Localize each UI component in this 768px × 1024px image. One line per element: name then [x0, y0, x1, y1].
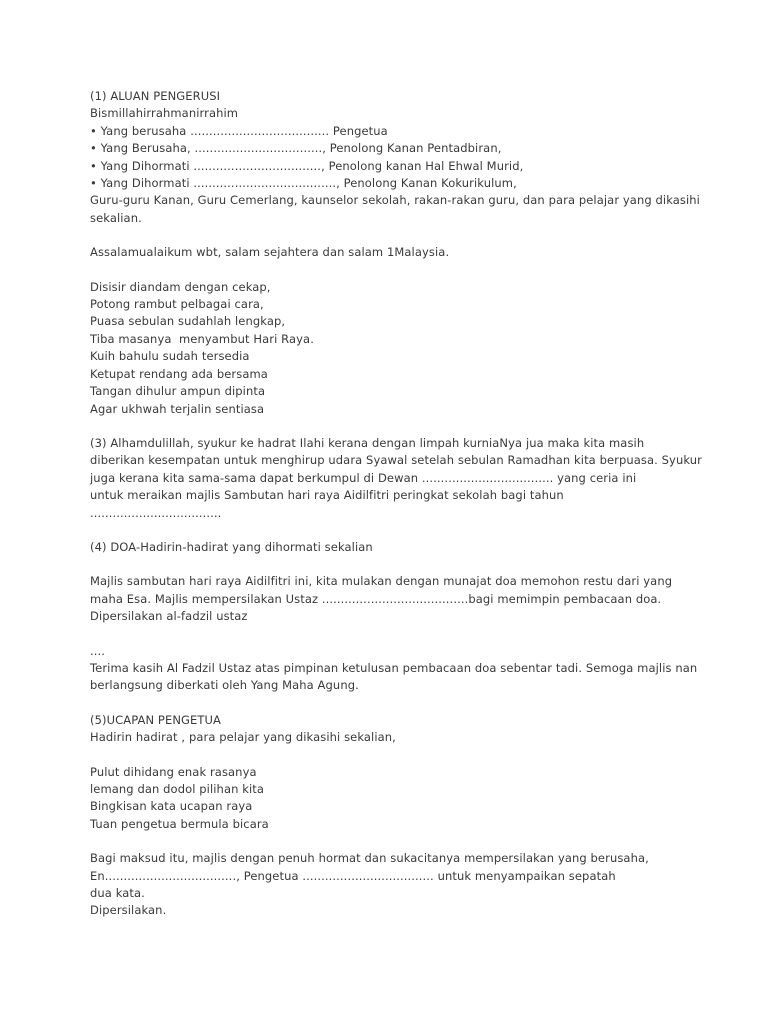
pantun-line: lemang dan dodol pilihan kita: [90, 782, 265, 796]
pantun-line: Disisir diandam dengan cekap,: [90, 279, 271, 294]
salutation-line: • Yang berusaha ..................................... Pengetua: [90, 123, 388, 138]
section-1-heading: (1) ALUAN PENGERUSI: [90, 89, 221, 103]
greeting-line: Assalamualaikum wbt, salam sejahtera dan salam 1Malaysia.: [90, 245, 450, 260]
section-4-line: Dipersilakan al-fadzil ustaz: [90, 609, 248, 624]
closing-line: Bagi maksud itu, majlis dengan penuh hormat dan sukacitanya mempersilakan yang berusaha,: [90, 851, 649, 866]
closing-line: En..................................., Pengetua ................................... untuk menyampaikan sepatah: [90, 868, 616, 883]
pantun-line: Pulut dihidang enak rasanya: [90, 764, 257, 779]
section-3-line: ...................................: [90, 505, 222, 520]
salutation-line: • Yang Berusaha, .................................., Penolong Kanan Pentadbiran,: [90, 141, 502, 156]
section-5-heading: (5)UCAPAN PENGETUA: [90, 712, 222, 727]
pantun-line: Tangan dihulur ampun dipinta: [90, 384, 266, 399]
section-4-heading: (4) DOA-Hadirin-hadirat yang dihormati sekalian: [90, 539, 373, 554]
section-4-line: Majlis sambutan hari raya Aidilfitri ini, kita mulakan dengan munajat doa memohon restu dari yang: [90, 574, 673, 589]
closing-line: dua kata.: [90, 886, 145, 901]
salutation-line: • Yang Dihormati ......................................, Penolong Kanan Kokurikulum,: [90, 176, 517, 191]
pantun-line: Bingkisan kata ucapan raya: [90, 799, 253, 814]
section-5-greeting: Hadirin hadirat , para pelajar yang dikasihi sekalian,: [90, 730, 396, 745]
closing-line: Dipersilakan.: [90, 903, 167, 918]
section-4-line: maha Esa. Majlis mempersilakan Ustaz .......................................bagi memimpin pembacaan doa.: [90, 591, 662, 606]
guru-line: sekalian.: [90, 210, 142, 225]
bismillah-line: Bismillahirrahmanirrahim: [90, 106, 239, 121]
pantun-line: Puasa sebulan sudahlah lengkap,: [90, 314, 286, 329]
ellipsis-line: ....: [90, 643, 106, 658]
section-3-line: (3) Alhamdulillah, syukur ke hadrat Ilahi kerana dengan limpah kurniaNya jua maka kita masih: [90, 435, 645, 450]
pantun-line: Tuan pengetua bermula bicara: [90, 816, 269, 831]
thanks-line: Terima kasih Al Fadzil Ustaz atas pimpinan ketulusan pembacaan doa sebentar tadi. Semoga majlis nan: [90, 660, 698, 675]
section-3-line: diberikan kesempatan untuk menghirup udara Syawal setelah sebulan Ramadhan kita berpuasa. Syukur: [90, 453, 702, 468]
pantun-line: Agar ukhwah terjalin sentiasa: [90, 401, 265, 416]
section-3-line: untuk meraikan majlis Sambutan hari raya Aidilfitri peringkat sekolah bagi tahun: [90, 488, 564, 503]
guru-line: Guru-guru Kanan, Guru Cemerlang, kaunselor sekolah, rakan-rakan guru, dan para pelajar yang dikasihi: [90, 193, 700, 208]
section-3-line: juga kerana kita sama-sama dapat berkumpul di Dewan ................................... yang ceria ini: [90, 470, 637, 485]
pantun-line: Ketupat rendang ada bersama: [90, 366, 268, 381]
thanks-line: berlangsung diberkati oleh Yang Maha Agung.: [90, 678, 359, 693]
salutation-line: • Yang Dihormati .................................., Penolong kanan Hal Ehwal Murid,: [90, 158, 524, 173]
pantun-line: Kuih bahulu sudah tersedia: [90, 349, 250, 364]
pantun-line: Potong rambut pelbagai cara,: [90, 297, 264, 312]
pantun-line: Tiba masanya menyambut Hari Raya.: [90, 331, 314, 346]
